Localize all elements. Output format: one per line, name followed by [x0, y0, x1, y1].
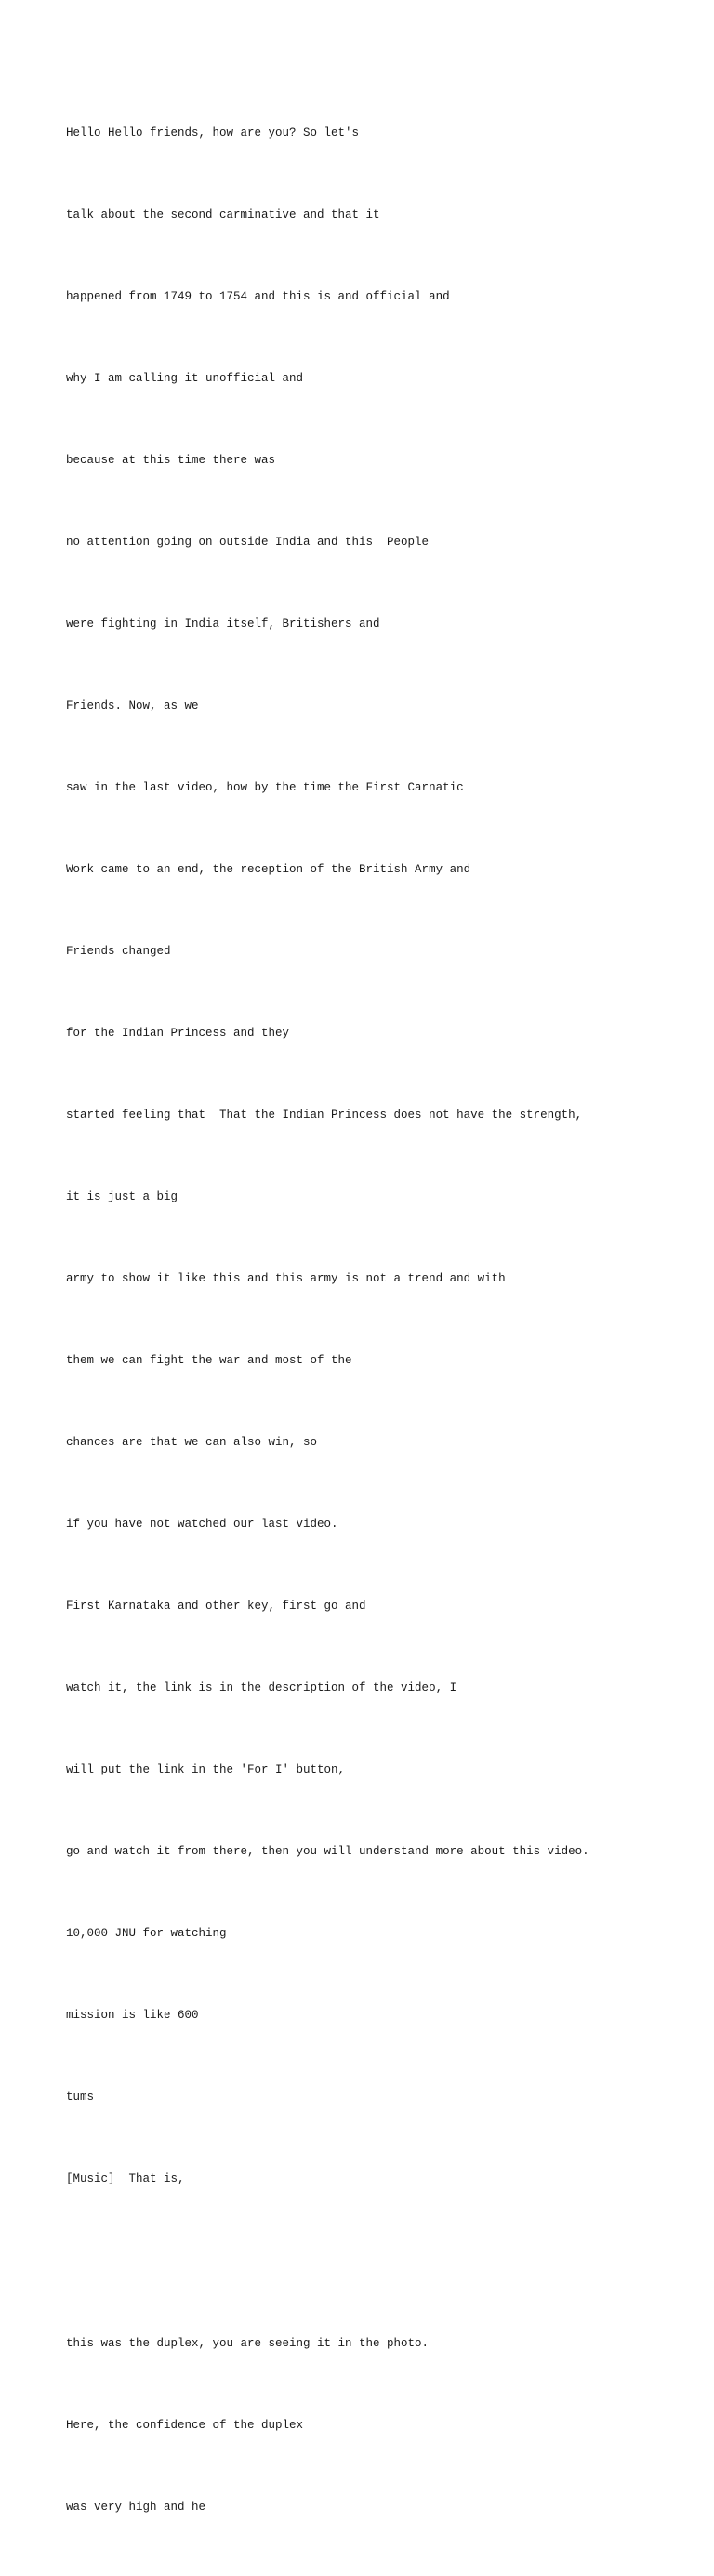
transcript-text: [66, 65, 680, 2576]
blank-line: [66, 2249, 680, 2276]
text-line: First Karnataka and other key, first go and: [66, 1600, 366, 1613]
text-line: Hello Hello friends, how are you? So let's: [66, 126, 360, 139]
text-line: tums: [66, 2091, 95, 2105]
text-line: started feeling that That the Indian Princess does not have the strength,: [66, 1109, 583, 1122]
text-line: were fighting in India itself, Britishers and: [66, 617, 380, 631]
text-line: talk about the second carminative and that it: [66, 207, 380, 221]
text-line: it is just a big: [66, 1190, 178, 1204]
text-line: Friends. Now, as we: [66, 698, 199, 712]
text-line: if you have not watched our last video.: [66, 1518, 338, 1532]
text-line: mission is like 600: [66, 2009, 199, 2023]
text-line: was very high and he: [66, 2500, 206, 2514]
text-line: because at this time there was: [66, 453, 276, 467]
text-line: go and watch it from there, then you will understand more about this video.: [66, 1845, 589, 1859]
text-line: this was the duplex, you are seeing it in the photo.: [66, 2336, 430, 2350]
text-line: no attention going on outside India and this People: [66, 535, 430, 549]
text-line: [Music] That is,: [66, 2172, 185, 2186]
text-line: army to show it like this and this army is not a trend and with: [66, 1272, 506, 1286]
text-line: chances are that we can also win, so: [66, 1436, 318, 1450]
text-line: 10,000 JNU for watching: [66, 1927, 227, 1941]
text-line: happened from 1749 to 1754 and this is and official and: [66, 289, 450, 303]
text-line: Here, the confidence of the duplex: [66, 2418, 304, 2432]
text-line: Friends changed: [66, 945, 171, 958]
text-line: will put the link in the 'For I' button,: [66, 1763, 346, 1777]
text-line: saw in the last video, how by the time the First Carnatic: [66, 780, 464, 794]
text-line: why I am calling it unofficial and: [66, 371, 304, 385]
text-line: Work came to an end, the reception of the British Army and: [66, 862, 471, 876]
text-line: them we can fight the war and most of the: [66, 1354, 352, 1368]
text-line: watch it, the link is in the description of the video, I: [66, 1681, 457, 1695]
text-line: for the Indian Princess and they: [66, 1027, 290, 1041]
